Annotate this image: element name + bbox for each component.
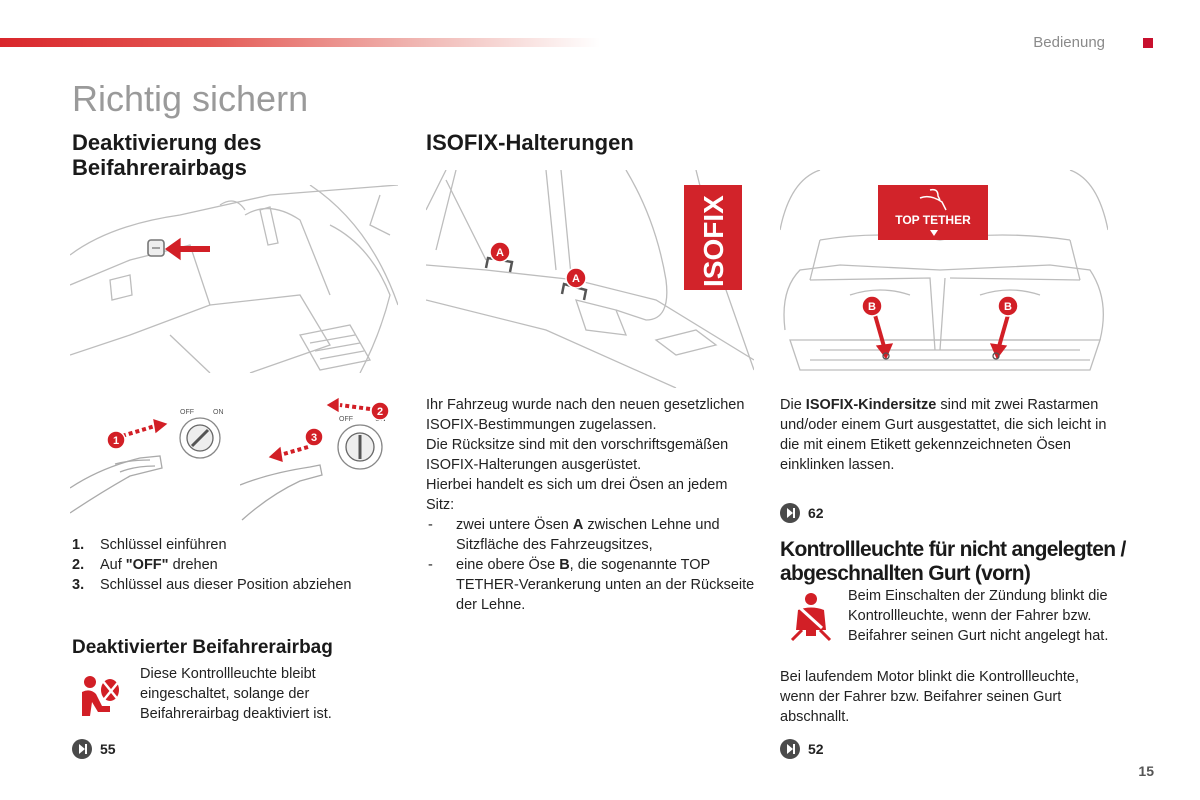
airbag-steps — [72, 535, 402, 595]
svg-text:ISOFIX: ISOFIX — [698, 195, 729, 287]
list-item: 1. Schlüssel einführen — [72, 537, 227, 553]
svg-text:A: A — [496, 247, 504, 259]
deactivated-airbag-heading: Deaktivierter Beifahrerairbag — [72, 637, 333, 658]
seatbelt-heading-line2: abgeschnallten Gurt (vorn) — [780, 562, 1031, 585]
key-insert-illustration — [70, 398, 230, 518]
seatbelt-para2: Bei laufendem Motor blinkt die Kontrollleuchte, wenn der Fahrer bzw. Beifahrer seinen Gurt abschnallt. — [780, 669, 1080, 725]
page-reference-icon — [780, 503, 800, 523]
trunk-illustration — [780, 170, 1108, 388]
list-item: 3. Schlüssel aus dieser Position abziehen — [72, 577, 352, 593]
dashboard-illustration — [70, 185, 398, 373]
airbag-heading-line2: Beifahrerairbags — [72, 155, 247, 180]
list-item: - zwei untere Ösen A zwischen Lehne und Sitzfläche des Fahrzeugsitzes, — [428, 517, 720, 553]
svg-text:B: B — [868, 301, 876, 313]
page-reference-icon — [72, 739, 92, 759]
svg-text:2: 2 — [376, 406, 384, 418]
list-item: 2. Auf "OFF" drehen — [72, 557, 218, 573]
isofix-heading: ISOFIX-Halterungen — [426, 130, 634, 155]
key-turn-remove-illustration — [240, 395, 398, 525]
airbag-off-icon — [74, 672, 126, 722]
svg-text:OFF: OFF — [339, 416, 353, 423]
seatbelt-heading-line1: Kontrollleuchte für nicht angelegten / — [780, 538, 1126, 561]
isofix-seats-text: Die ISOFIX-Kindersitze sind mit zwei Rastarmen und/oder einem Gurt ausgestattet, die sich leicht in die mit einem Etikett gekennzeichneten Ösen einklinken lassen. — [780, 397, 1107, 473]
page-title: Richtig sichern — [72, 78, 309, 119]
section-marker — [1143, 38, 1153, 48]
page-reference-52[interactable]: 52 — [780, 739, 824, 759]
deactivated-airbag-text: Diese Kontrollleuchte bleibt eingeschaltet, solange der Beifahrerairbag deaktiviert ist. — [140, 666, 332, 722]
list-item: - eine obere Öse B, die sogenannte TOP TETHER-Verankerung unten an der Rückseite der Lehne. — [428, 557, 755, 613]
svg-text:ON: ON — [213, 409, 224, 416]
page-reference-55[interactable]: 55 — [72, 739, 116, 759]
isofix-text — [426, 395, 756, 615]
svg-text:A: A — [572, 273, 580, 285]
airbag-heading-line1: Deaktivierung des — [72, 130, 262, 155]
svg-text:TOP TETHER: TOP TETHER — [895, 213, 971, 227]
svg-text:OFF: OFF — [180, 409, 194, 416]
airbag-heading — [72, 130, 392, 180]
isofix-para3: Hierbei handelt es sich um drei Ösen an jedem Sitz: — [426, 477, 728, 513]
svg-text:3: 3 — [310, 432, 318, 444]
page-reference-icon — [780, 739, 800, 759]
page-reference-62[interactable]: 62 — [780, 503, 824, 523]
header-accent-bar — [0, 38, 600, 47]
isofix-para1: Ihr Fahrzeug wurde nach den neuen gesetzlichen ISOFIX-Bestimmungen zugelassen. — [426, 397, 745, 433]
seatbelt-warning-heading — [780, 538, 1160, 586]
svg-text:1: 1 — [112, 435, 120, 447]
section-label: Bedienung — [1033, 34, 1105, 51]
svg-text:B: B — [1004, 301, 1012, 313]
rear-seat-illustration — [426, 170, 754, 388]
page-number: 15 — [1138, 763, 1154, 779]
isofix-para2: Die Rücksitze sind mit den vorschriftsgemäßen ISOFIX-Halterungen ausgerüstet. — [426, 437, 729, 473]
seatbelt-warning-icon — [788, 592, 834, 642]
seatbelt-warn-text: Beim Einschalten der Zündung blinkt die Kontrollleuchte, wenn der Fahrer bzw. Beifahrer seinen Gurt nicht angelegt hat. — [848, 588, 1109, 644]
